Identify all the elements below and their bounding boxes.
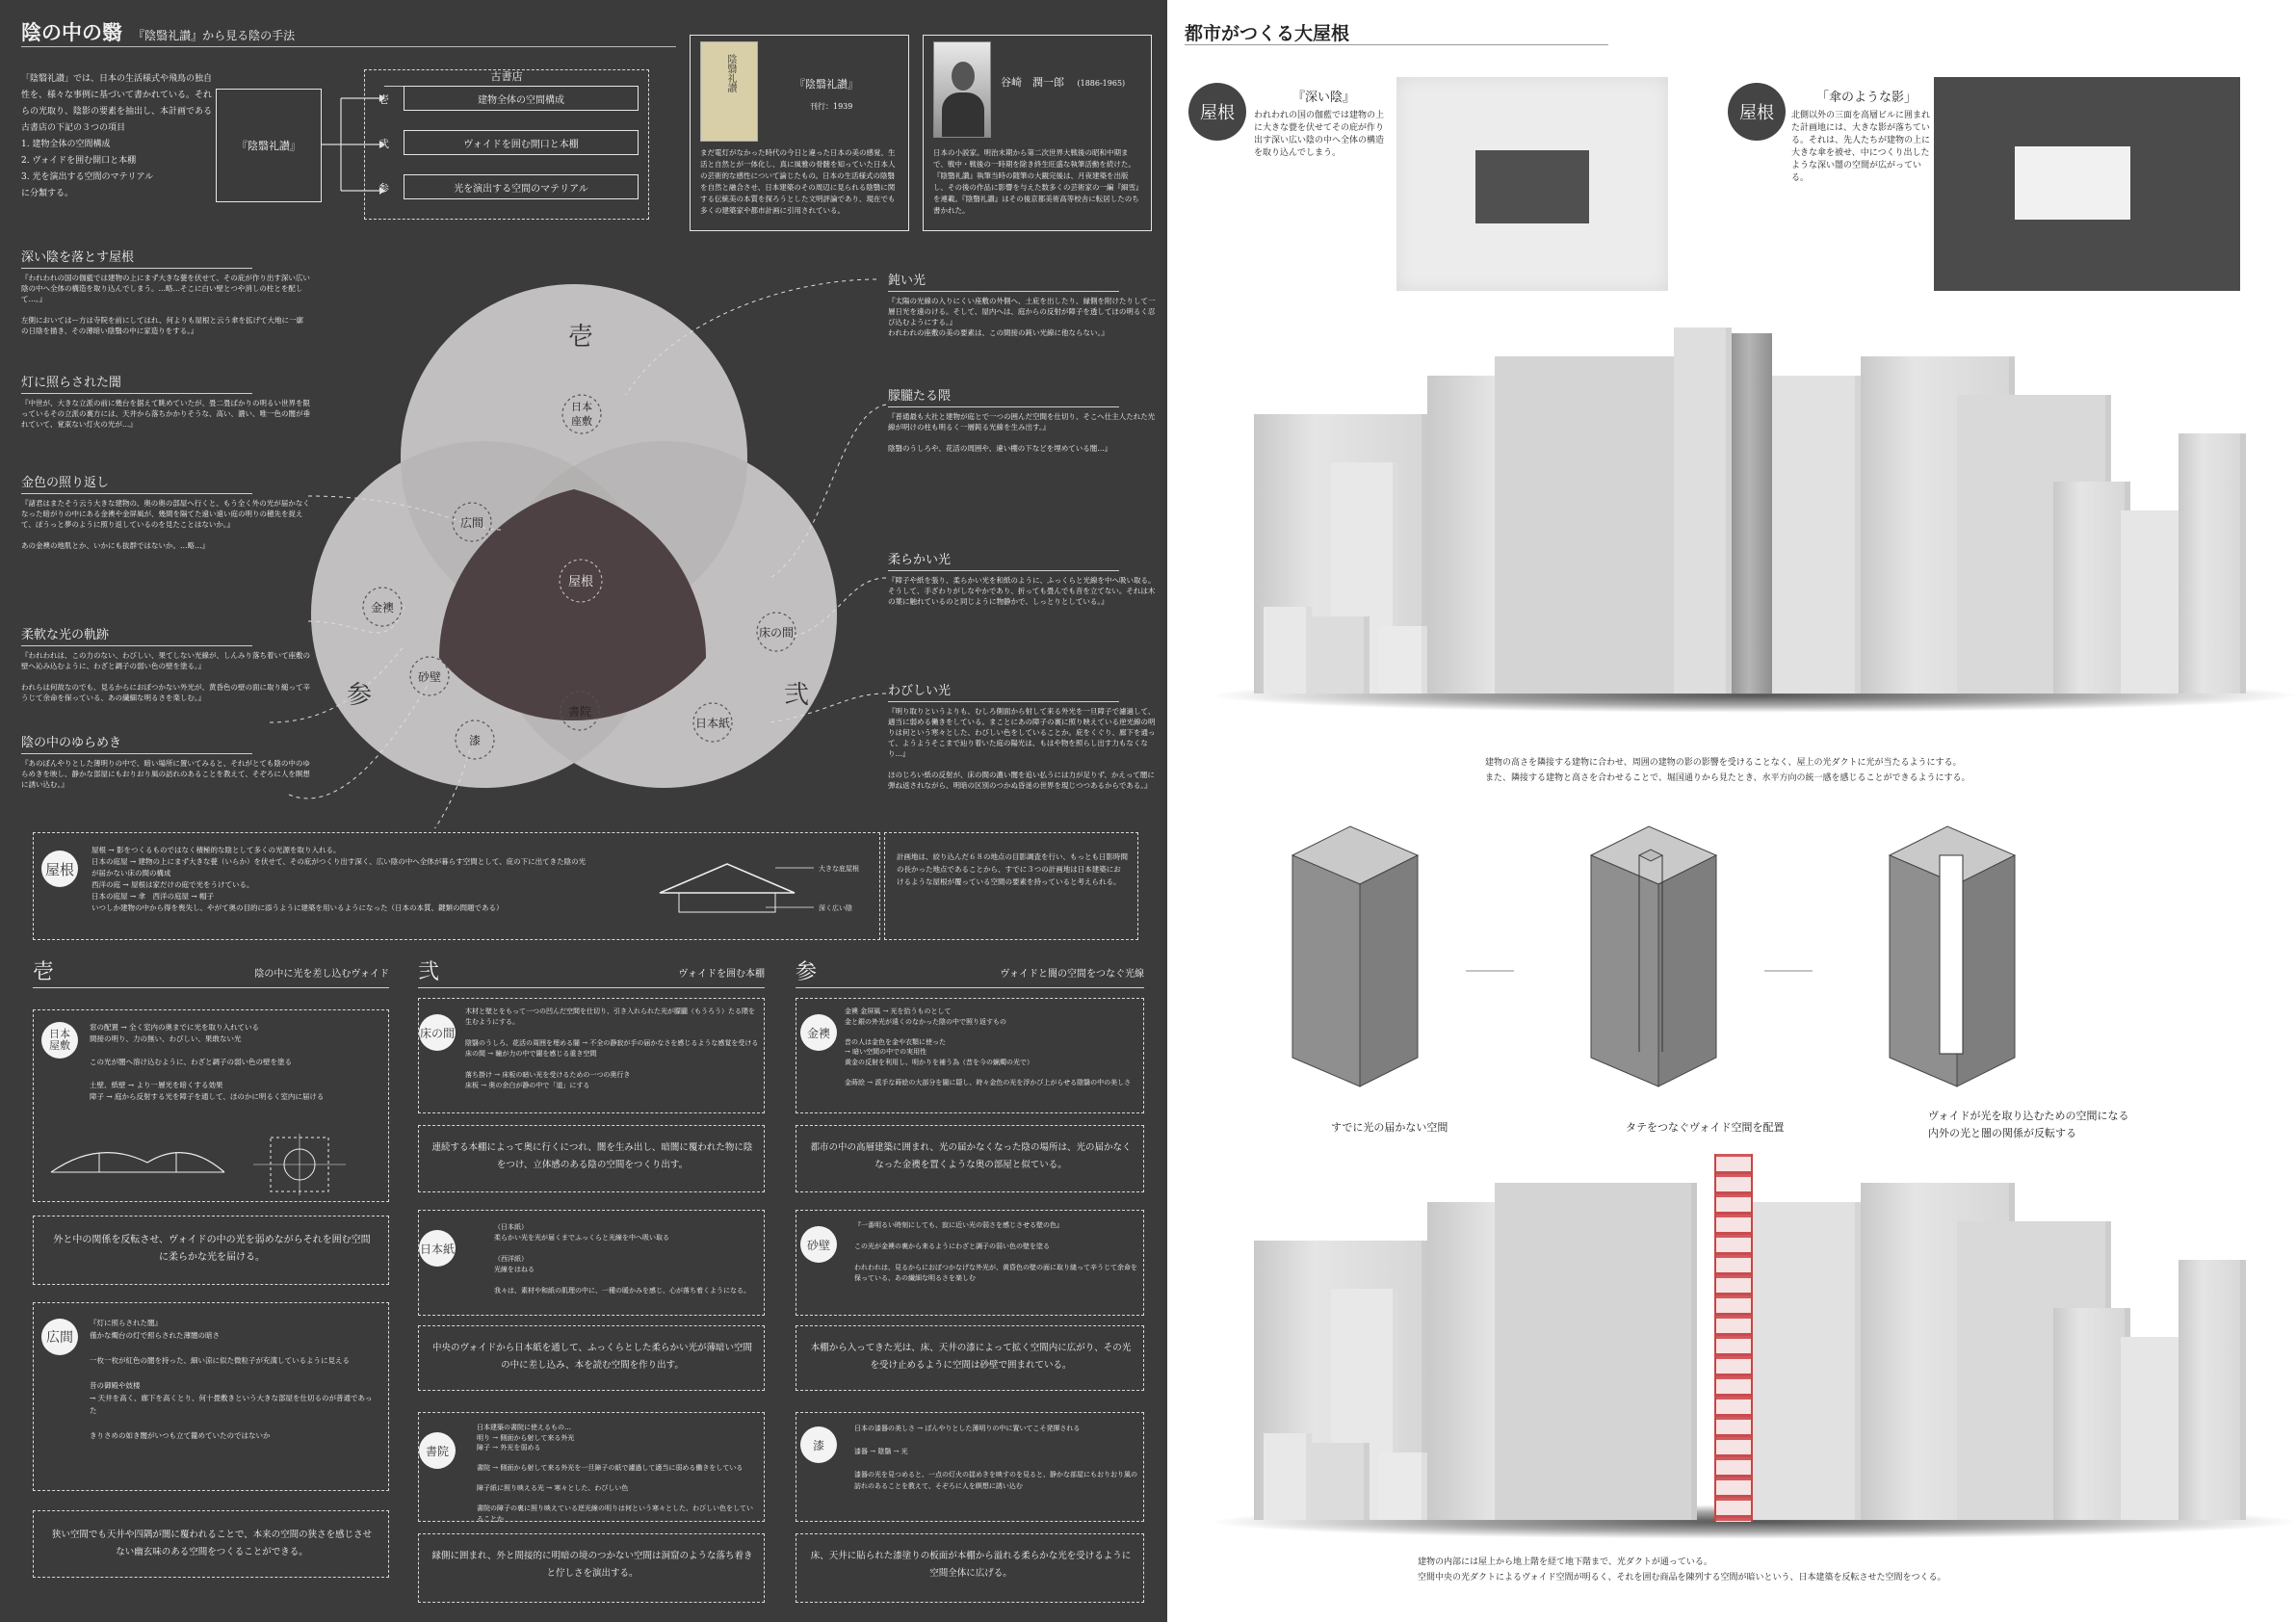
- step-1-label: すでに光の届かない空間: [1331, 1121, 1448, 1134]
- text-yawarakai-hikari: 柔らかい光 『障子や紙を張り、柔らかい光を和紙のように、ふっくらと光線を中へ吸い取る。そうして、手ざわりがしなやかであり、折っても畳んでも音を立てない。それは木の葉に触れているのと同じように物静かで、しっとりとしている。』: [888, 553, 1156, 606]
- right-title-rule: [1185, 44, 1608, 45]
- book-year: 刊行：1939: [810, 102, 853, 111]
- flow-source-box: 『陰翳礼讃』: [216, 89, 322, 202]
- elevation-1: [1225, 327, 2284, 713]
- flow-item-1: 壱 建物全体の空間構成: [373, 84, 642, 113]
- col2-box-summary-2: 中央のヴォイドから日本紙を通して、ふっくらとした柔らかい光が薄暗い空間の中に差し込み、本を読む空間を作り出す。: [418, 1325, 765, 1391]
- steps-diagram: [1273, 817, 2121, 1106]
- light-duct: [1714, 1154, 1753, 1522]
- text-fukai-kage: 深い陰を落とす屋根 『われわれの国の伽藍では建物の上にまず大きな甍を伏せて、その庇が作り出す深い広い陰の中へ全体の構造を取り込んでしまう。…略…そこに白い壁とつや消しの柱とを配して…。』 左側においてはー方は寺院を前にしてはれ、何よりも屋根と云う傘を拡げて大地に一廓の日陰を描き、その薄暗い陰翳の中に家造りをする。』: [21, 250, 310, 335]
- venn-node-tokonoma: 床の間: [758, 626, 795, 640]
- col2-box-tokonoma: 床の間 木材と壁とをもって一つの凹んだ空間を仕切り、引き入れられた光が朦朧（もうろう）たる隈を生むようにする。 陰翳のうしろ、花活の周囲を埋める闇 → 不全の静寂が手の届かなさを感じるような感覚を受ける 床の間 → 瞳が力の中で闇を感じる重き空間 落ち掛け → 床板の暗い光を受けるための一つの奥行き 床板 → 奥の余白が静の中で「道」にする: [418, 998, 765, 1113]
- author-name: 谷崎 潤一郎: [1001, 76, 1064, 89]
- yane-box: [33, 832, 880, 940]
- text-junan-na-hikari: 柔軟な光の軌跡 『われわれは、この力のない、わびしい、果てしない光線が、しんみり落ち着いて座敷の壁へ沁み込むように、わざと調子の弱い色の壁を塗る。』 われらは何故なのでも、見るからにおぼつかない外光が、黄昏色の壁の面に取り縋って辛うじて余命を保っている、あの繊細な明るさを楽しむ。』: [21, 628, 310, 702]
- caption-2: 建物の内部には屋上から地上階を経て地下階まで、光ダクトが通っている。 空間中央の光ダクトによるヴォイド空間が明るく、それを囲む商品を陳列する空間が暗いという、日本建築を反転させた空間をつくる。: [1418, 1557, 1946, 1583]
- venn-center-label: 屋根: [567, 575, 594, 589]
- venn-label-san: 参: [346, 681, 373, 710]
- concept2-text: 北側以外の三面を高層ビルに囲まれた計画地には、大きな影が落ちている。それは、先人たちが建物の上に大きな傘を被せ、中につくり出したような深い闇の空間が広がっている。: [1791, 111, 1931, 183]
- author-card: [923, 35, 1152, 231]
- col2-box-summary-3: 縁側に囲まれ、外と間接的に明暗の境のつかない空間は洞窟のような落ち着きと佇しさを演出する。: [418, 1533, 765, 1603]
- book-cover-image: 陰翳礼讃: [700, 41, 758, 142]
- venn-node-nihonshi: 日本紙: [694, 717, 731, 730]
- venn-node-kinfusuma: 金襖: [370, 601, 395, 615]
- text-wabishii-hikari: わびしい光 『明り取りというよりも、むしろ側面から射して来る外光を一旦障子で濾過して、適当に弱める働きをしている。まことにあの障子の裏に照り映えている逆光線の明りは何という寒々とした、わびしい色をしていることか。庇をくぐり、廊下を通って、ようようそこまで辿り着いた庭の陽光は、もはや物を照らし出す力もなくなり…』 ほのじろい紙の反射が、床の間の濃い闇を追い払うには力が足りず、かえって闇に弾ね返されながら、明暗の区別のつかぬ昏迷の世界を現じつつあるからである。』: [888, 684, 1156, 790]
- title-rule: [21, 46, 676, 47]
- venn-node-nihon-zashiki-2: 座敷: [571, 415, 592, 428]
- concept2-tag: 屋根: [1728, 83, 1786, 141]
- col2-box-shoin: 書院 日本建築の書院に使えるもの… 明り → 側面から射して来る外光 障子 → 外光を弱める 書院 → 側面から射して来る外光を一旦障子の紙で濾過して適当に弱める働きをしている 障子紙に照り映える光 → 寒々とした、わびしい色 書院の障子の裏に照り映えている逆光線の明りは何という寒々とした、わびしい色をしていることか: [418, 1412, 765, 1522]
- col1-box-nihon-yashiki: 日本 屋敷 窓の配置 → 全く室内の奥までに光を取り入れている 間接の明り、力の無い、わびしい、果敢ない光 この光が闇へ溶け込むように、わざと調子の弱い色の壁を塗る 土壁、紙壁 → より一層光を暗くする効果 障子 → 庭から反射する光を障子を通して、ほのかに明るく室内に届ける: [33, 1009, 389, 1202]
- col3-box-kinfusuma: 金襖 金襖 金屏風 → 光を拾うものとして 金と銀の外光が遠くのなかった陰の中で照り返すもの 昔の人は金色を金や衣類に使った → 暗い空間の中での実用性 黄金の反射を利用し、明かりを補う為（昔を今の蝋燭の光で） 金蒔絵 → 派手な蒔絵の大部分を闇に隠し、時々金色の光を浮かび上がらせる陰翳の中の美しさ: [796, 998, 1144, 1113]
- yane-text: 屋根 → 影をつくるものではなく積極的な陰として多くの光源を取り入れる。 日本の庭屋 → 建物の上にまず大きな甍（いらか）を伏せて、その庇がつくり出す深く、広い陰の中へ全体が暮らす空間として、庇の下に出てきた陰の光が届かない床の間の構成 西洋の庭 → 屋根は家だけの庭で光をうけている。 日本の庭屋 → 傘 西洋の庭屋 → 帽子 いつしか建物の中から得を喪失し、やがて奥の目的に添うように建築を用いるようになった（日本の本質、鍵類の問題である）: [91, 846, 587, 912]
- bookstore-box: [364, 69, 649, 220]
- col1-box-hiroma: 広間 『灯に照らされた闇』 僅かな燭台の灯で照らされた薄闇の暗さ 一枚一枚が紅色の闇を持った、細い涼に似た微粒子が充満しているように見える 昔の御殿や妓楼 → 天井を高く、廊下を高くとり、何十畳敷きという大きな部屋を仕切るのが普通であった きりさめの如き闇がいつも立て籠めていたのではないか: [33, 1302, 389, 1491]
- venn-node-shoin: 書院: [567, 705, 592, 719]
- caption-1: 建物の高さを隣接する建物に合わせ、周囲の建物の影の影響を受けることなく、屋上の光ダクトに光が当たるようにする。 また、隣接する建物と高さを合わせることで、堀国通りから見たとき、水平方向の統一感を感じることができるようにする。: [1485, 758, 1970, 783]
- concept1-title: 『深い陰』: [1292, 91, 1356, 105]
- page-subtitle: 『陰翳礼讃』から見る陰の手法: [133, 29, 296, 42]
- col-heading-3: 参 ヴォイドと闇の空間をつなぐ光線: [796, 955, 1144, 988]
- right-panel: [1167, 0, 2296, 1622]
- col-heading-1: 壱 陰の中に光を差し込むヴォイド: [33, 955, 389, 988]
- col1-box-summary-1: 外と中の関係を反転させ、ヴォイドの中の光を弱めながらそれを囲む空間に柔らかな光を届ける。: [33, 1216, 389, 1285]
- col1-box-summary-2: 狭い空間でも天井や四隅が闇に覆われることで、本来の空間の狭さを感じさせない幽玄味のある空間をつくることができる。: [33, 1510, 389, 1578]
- text-kage-no-yurameki: 陰の中のゆらめき 『あのぼんやりとした薄明りの中で、暗い場所に置いてみると、それがとても陰の中のゆらめきを映し、静かな部屋にもおりおり風の訪れのあることを教えて、そぞろに人を瞑想に誘い込む。』: [21, 736, 310, 789]
- col3-box-summary-2: 本棚から入ってきた光は、床、天井の漆によって拡く空間内に広がり、その光を受け止めるように空間は砂壁で囲まれている。: [796, 1325, 1144, 1391]
- flow-item-2: 弐 ヴォイドを囲む開口と本棚: [373, 128, 642, 157]
- col-heading-2: 弐 ヴォイドを囲む本棚: [418, 955, 765, 988]
- col3-box-summary-1: 都市の中の高層建築に囲まれ、光の届かなくなった陰の場所は、光の届かなくなった金襖を置くような奥の部屋と似ている。: [796, 1125, 1144, 1192]
- intro-text: 「陰翳礼讃」では、日本の生活様式や飛鳥の独自性を、様々な事例に基づいて書かれている。それらの光取り、陰影の要素を抽出し、本計画である古書店の下記の３つの項目 1. 建物全体の空間構成 2. ヴォイドを囲む開口と本棚 3. 光を演出する空間のマテリアル に分類する。: [21, 74, 213, 198]
- author-years: (1886-1965): [1077, 79, 1126, 88]
- bookstore-label: 古書店: [490, 70, 523, 83]
- right-title: 都市がつくる大屋根: [1185, 23, 1350, 44]
- venn-node-sunakabe: 砂壁: [417, 670, 442, 684]
- col2-box-summary-1: 連続する本棚によって奥に行くにつれ、闇を生み出し、暗闇に覆われた物に陰をつけ、立体感のある陰の空間をつくり出す。: [418, 1125, 765, 1192]
- svg-text:深く広い陰: 深く広い陰: [819, 904, 852, 912]
- venn-node-hiroma: 広間: [459, 516, 484, 530]
- book-desc: まだ電灯がなかった時代の今日と違った日本の美の感覚、生活と自然とが一体化し、真に風雅の骨髄を知っていた日本人の芸術的な感性について論じたもの。日本の生活様式の陰翳を自然と融合させ、日本建築のその周辺に見られる陰翳に関する伝統美の本質を探ろうとした文明評論であり、現在でも多くの建築家や都市計画に引用されている。: [700, 148, 896, 215]
- elevation-2: [1225, 1154, 2284, 1539]
- text-kin-iro: 金色の照り返し 『諸君はまたそう云う大きな建物の、奥の奥の部屋へ行くと、もう全く外の光が届かなくなった暗がりの中にある金襖や金屏風が、幾間を隔てた遠い遠い庭の明りの穂先を捉えて、ぽうっと夢のように照り返しているのを見たことはないか。』 あの金襖の地肌とか、いかにも抜群ではないか。…略…』: [21, 476, 310, 550]
- concept1-tag: 屋根: [1188, 83, 1246, 141]
- venn-node-urushi: 漆: [468, 734, 482, 747]
- concept2-image: [1934, 77, 2240, 291]
- venn-node-nihon-zashiki-1: 日本: [571, 401, 592, 413]
- author-portrait: [933, 41, 991, 138]
- flow-item-3: 参 光を演出する空間のマテリアル: [373, 172, 642, 201]
- yane-tag: 屋根: [41, 850, 78, 887]
- author-desc: 日本の小説家。明治末期から第二次世界大戦後の昭和中期まで、戦中・戦後の一時期を除き終生旺盛な執筆活動を続けた。『陰翳礼讃』執筆当時の随筆の大観完後は、月夜建築を出版し、その後の作品に影響を与えた数多くの芸術家の一編『細雪』を連載。『陰翳礼讃』はその後京都美術高等校舎に転居したのち書かれた。: [933, 148, 1139, 215]
- concept2-title: 「傘のような影」: [1816, 91, 1918, 105]
- title-block: [21, 17, 295, 46]
- venn-label-ni: 弐: [783, 681, 810, 710]
- concept1-image: [1396, 77, 1668, 291]
- page-title: 陰の中の翳: [21, 20, 122, 44]
- col3-box-summary-3: 床、天井に貼られた漆塗りの板面が本棚から溢れる柔らかな光を受けるように空間全体に広げる。: [796, 1533, 1144, 1603]
- book-card: [690, 35, 909, 231]
- col2-box-nihonshi: 日本紙 （日本紙） 柔らかい光を光が届くまでふっくらと光線を中へ吸い取る （西洋紙） 光線をはねる 我々は、素材や和紙の肌理の中に、一種の暖かみを感じ、心が落ち着くようになる。: [418, 1210, 765, 1316]
- col1-sketch: [41, 1134, 388, 1197]
- col3-box-sunakabe: 砂壁 『一番明るい時刻にしても、寂に近い光の弱さを感じさせる壁の色』 この光が金襖の裏から来るようにわざと調子の弱い色の壁を塗る われわれは、見るからにおぼつかなげな外光が、黄昏色の壁の面に取り縋って辛うじて余命を保っている、あの繊細な明るさを楽しむ: [796, 1210, 1144, 1316]
- site-note-box: [884, 832, 1138, 940]
- site-note-text: 計画地は、絞り込んだ６８の地点の目影調査を行い、もっとも日影時間の長かった地点であることから、すでに３つの計画地は日本建築におけるような屋根が覆っている空間の要素を持っていると考えられる。: [897, 852, 1128, 886]
- yane-sketch: [621, 854, 862, 922]
- book-title: 『陰翳礼讃』: [795, 78, 858, 91]
- text-moro-taru-kuma: 朦朧たる隈 『普通最も大社と建物が庭とで一つの囲んだ空間を仕切り、そこへ仕主人たれた光線が明けの柱も明るく一層鈍る光線を生み出す。』 陰翳のうしろや、花活の周囲や、違い棚の下などを埋めている闇…』: [888, 389, 1156, 453]
- step-3-label: ヴォイドが光を取り込むための空間になる 内外の光と闇の関係が反転する: [1928, 1110, 2129, 1139]
- venn-label-ichi: 壱: [567, 323, 594, 352]
- step-2-label: タテをつなぐヴォイド空間を配置: [1626, 1121, 1785, 1134]
- col3-box-urushi: 漆 日本の漆器の美しさ → ぼんやりとした薄明りの中に置いてこそ発揮される 漆器 → 陰翳 → 光 漆器の光を見つめると、一点の灯火の揺めきを映すのを見ると、静かな部屋にもおりおり風の訪れのあることを教えて、そぞろに人を瞑想に誘い込む: [796, 1412, 1144, 1522]
- text-hi-ni-terasareta-yami: 灯に照らされた闇 『中世が、大きな立派の前に幾台を据えて眺めていたが、畳二畳ばかりの明るい世界を限っているその立派の裏方には、天井から落ちかかりそうな、高い、濃い、唯一色の闇が垂れていて、覚束ない灯火の光が…』: [21, 376, 310, 429]
- text-nibui-hikari: 鈍い光 『太陽の光線の入りにくい座敷の外側へ、土庇を出したり、縁側を附けたりして一層日光を遠のける。そして、屋内へは、庭からの反射が障子を透してほの明るく忍び込むようにする。』 われわれの座敷の美の要素は、この間接の鈍い光線に他ならない。』: [888, 274, 1156, 337]
- concept1-text: われわれの国の伽藍では建物の上に大きな甍を伏せてその庇が作り出す深い広い陰の中へ全体の構造を取り込んでしまう。: [1254, 111, 1385, 158]
- svg-text:大きな庇屋根: 大きな庇屋根: [819, 865, 859, 873]
